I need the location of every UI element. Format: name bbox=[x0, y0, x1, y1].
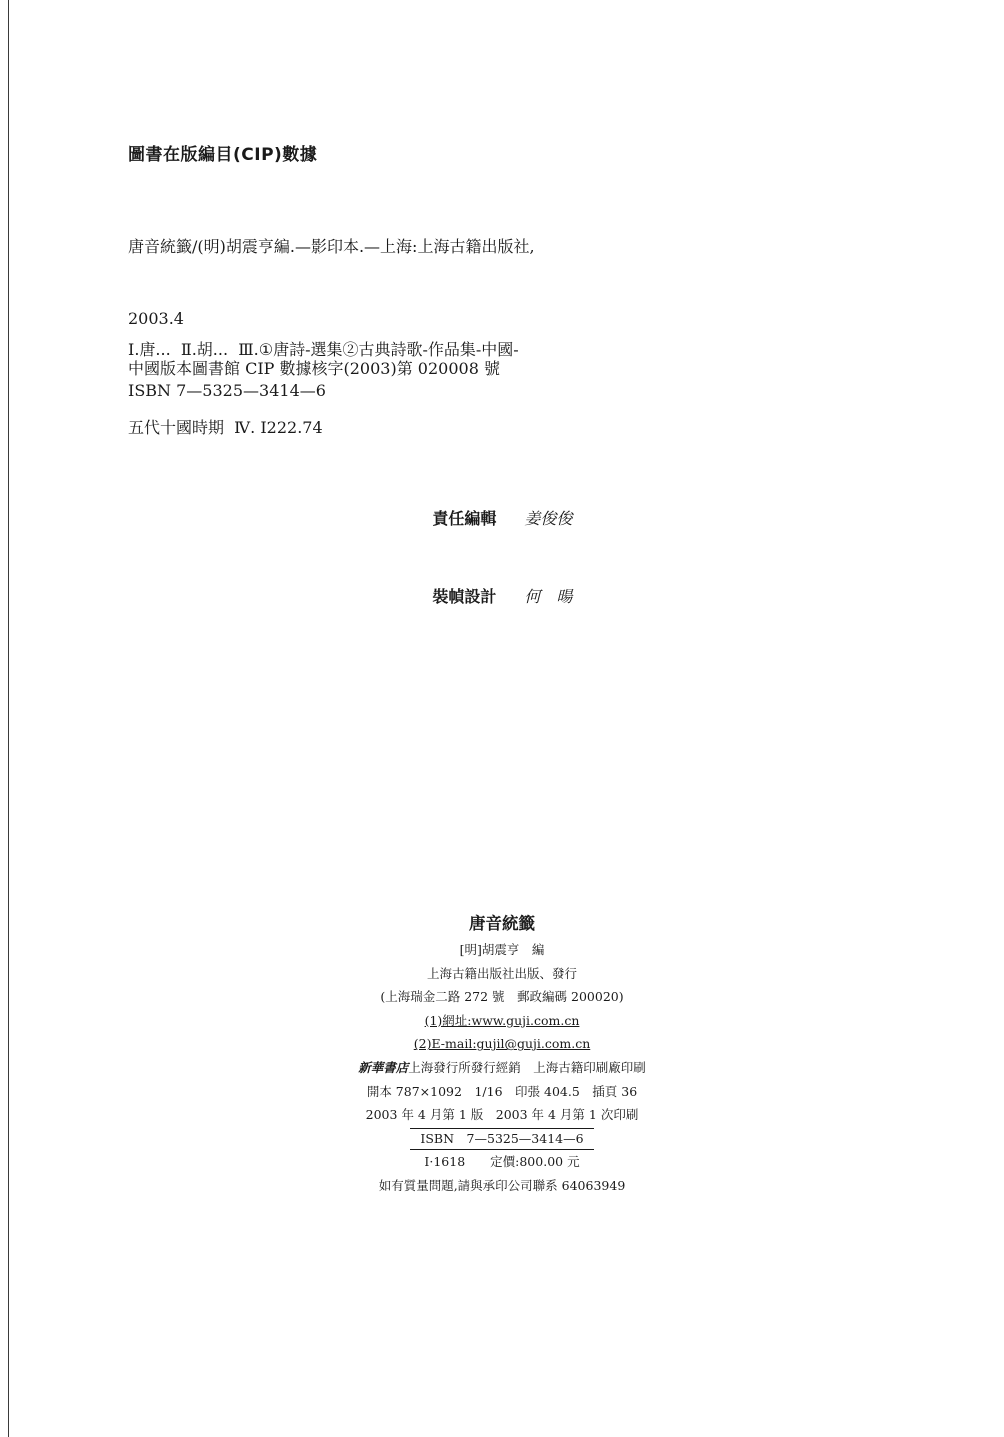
colophon-isbn-row bbox=[302, 1127, 702, 1151]
cip-line-title: 唐音統籤/(明)胡震亨編.—影印本.—上海:上海古籍出版社, bbox=[128, 237, 535, 256]
colophon-web-link[interactable]: (1)網址:www.guji.com.cn bbox=[424, 1012, 580, 1028]
cip-subject-line-2: 五代十國時期 Ⅳ. I222.74 bbox=[128, 418, 323, 437]
cip-record-number: 中國版本圖書館 CIP 數據核字(2003)第 020008 號 bbox=[128, 359, 500, 378]
cip-line-date: 2003.4 bbox=[128, 309, 184, 328]
colophon-author: [明]胡震亨 編 bbox=[459, 942, 545, 957]
xinhua-bookstore-logo: 新華書店 bbox=[358, 1059, 409, 1075]
colophon-edition: 2003 年 4 月第 1 版 2003 年 4 月第 1 次印刷 bbox=[365, 1107, 639, 1123]
colophon-publisher: 上海古籍出版社出版、發行 bbox=[426, 965, 577, 981]
colophon-isbn: ISBN 7—5325—3414—6 bbox=[410, 1128, 593, 1150]
credit-designer bbox=[412, 558, 572, 636]
cip-title: 圖書在版編目(CIP)數據 bbox=[128, 145, 318, 165]
credit-role: 責任編輯 bbox=[432, 509, 497, 528]
colophon-format: 開本 787×1092 1/16 印張 404.5 插頁 36 bbox=[366, 1083, 638, 1099]
credit-editor bbox=[412, 480, 572, 558]
colophon-book-title: 唐音統籤 bbox=[469, 914, 535, 933]
scan-edge-line bbox=[8, 0, 9, 1437]
colophon-price: I·1618 定價:800.00 元 bbox=[424, 1154, 580, 1170]
colophon-distribution bbox=[302, 1056, 702, 1080]
credit-name: 姜俊俊 bbox=[524, 509, 573, 528]
colophon-address: (上海瑞金二路 272 號 郵政編碼 200020) bbox=[380, 989, 624, 1005]
colophon-notice: 如有質量問題,請與承印公司聯系 64063949 bbox=[378, 1177, 626, 1193]
credits-block bbox=[412, 480, 572, 636]
credit-role: 裝幀設計 bbox=[432, 587, 497, 606]
colophon-email-link[interactable]: (2)E-mail:gujil@guji.com.cn bbox=[413, 1036, 591, 1052]
colophon bbox=[302, 910, 702, 1198]
credit-name: 何 暘 bbox=[524, 587, 573, 606]
cip-subject-line-1: Ⅰ.唐... Ⅱ.胡... Ⅲ.①唐詩-選集②古典詩歌-作品集-中國- bbox=[128, 340, 519, 359]
colophon-distributor: 上海發行所發行經銷 上海古籍印刷廠印刷 bbox=[408, 1059, 646, 1075]
cip-line-isbn: ISBN 7—5325—3414—6 bbox=[128, 381, 326, 400]
